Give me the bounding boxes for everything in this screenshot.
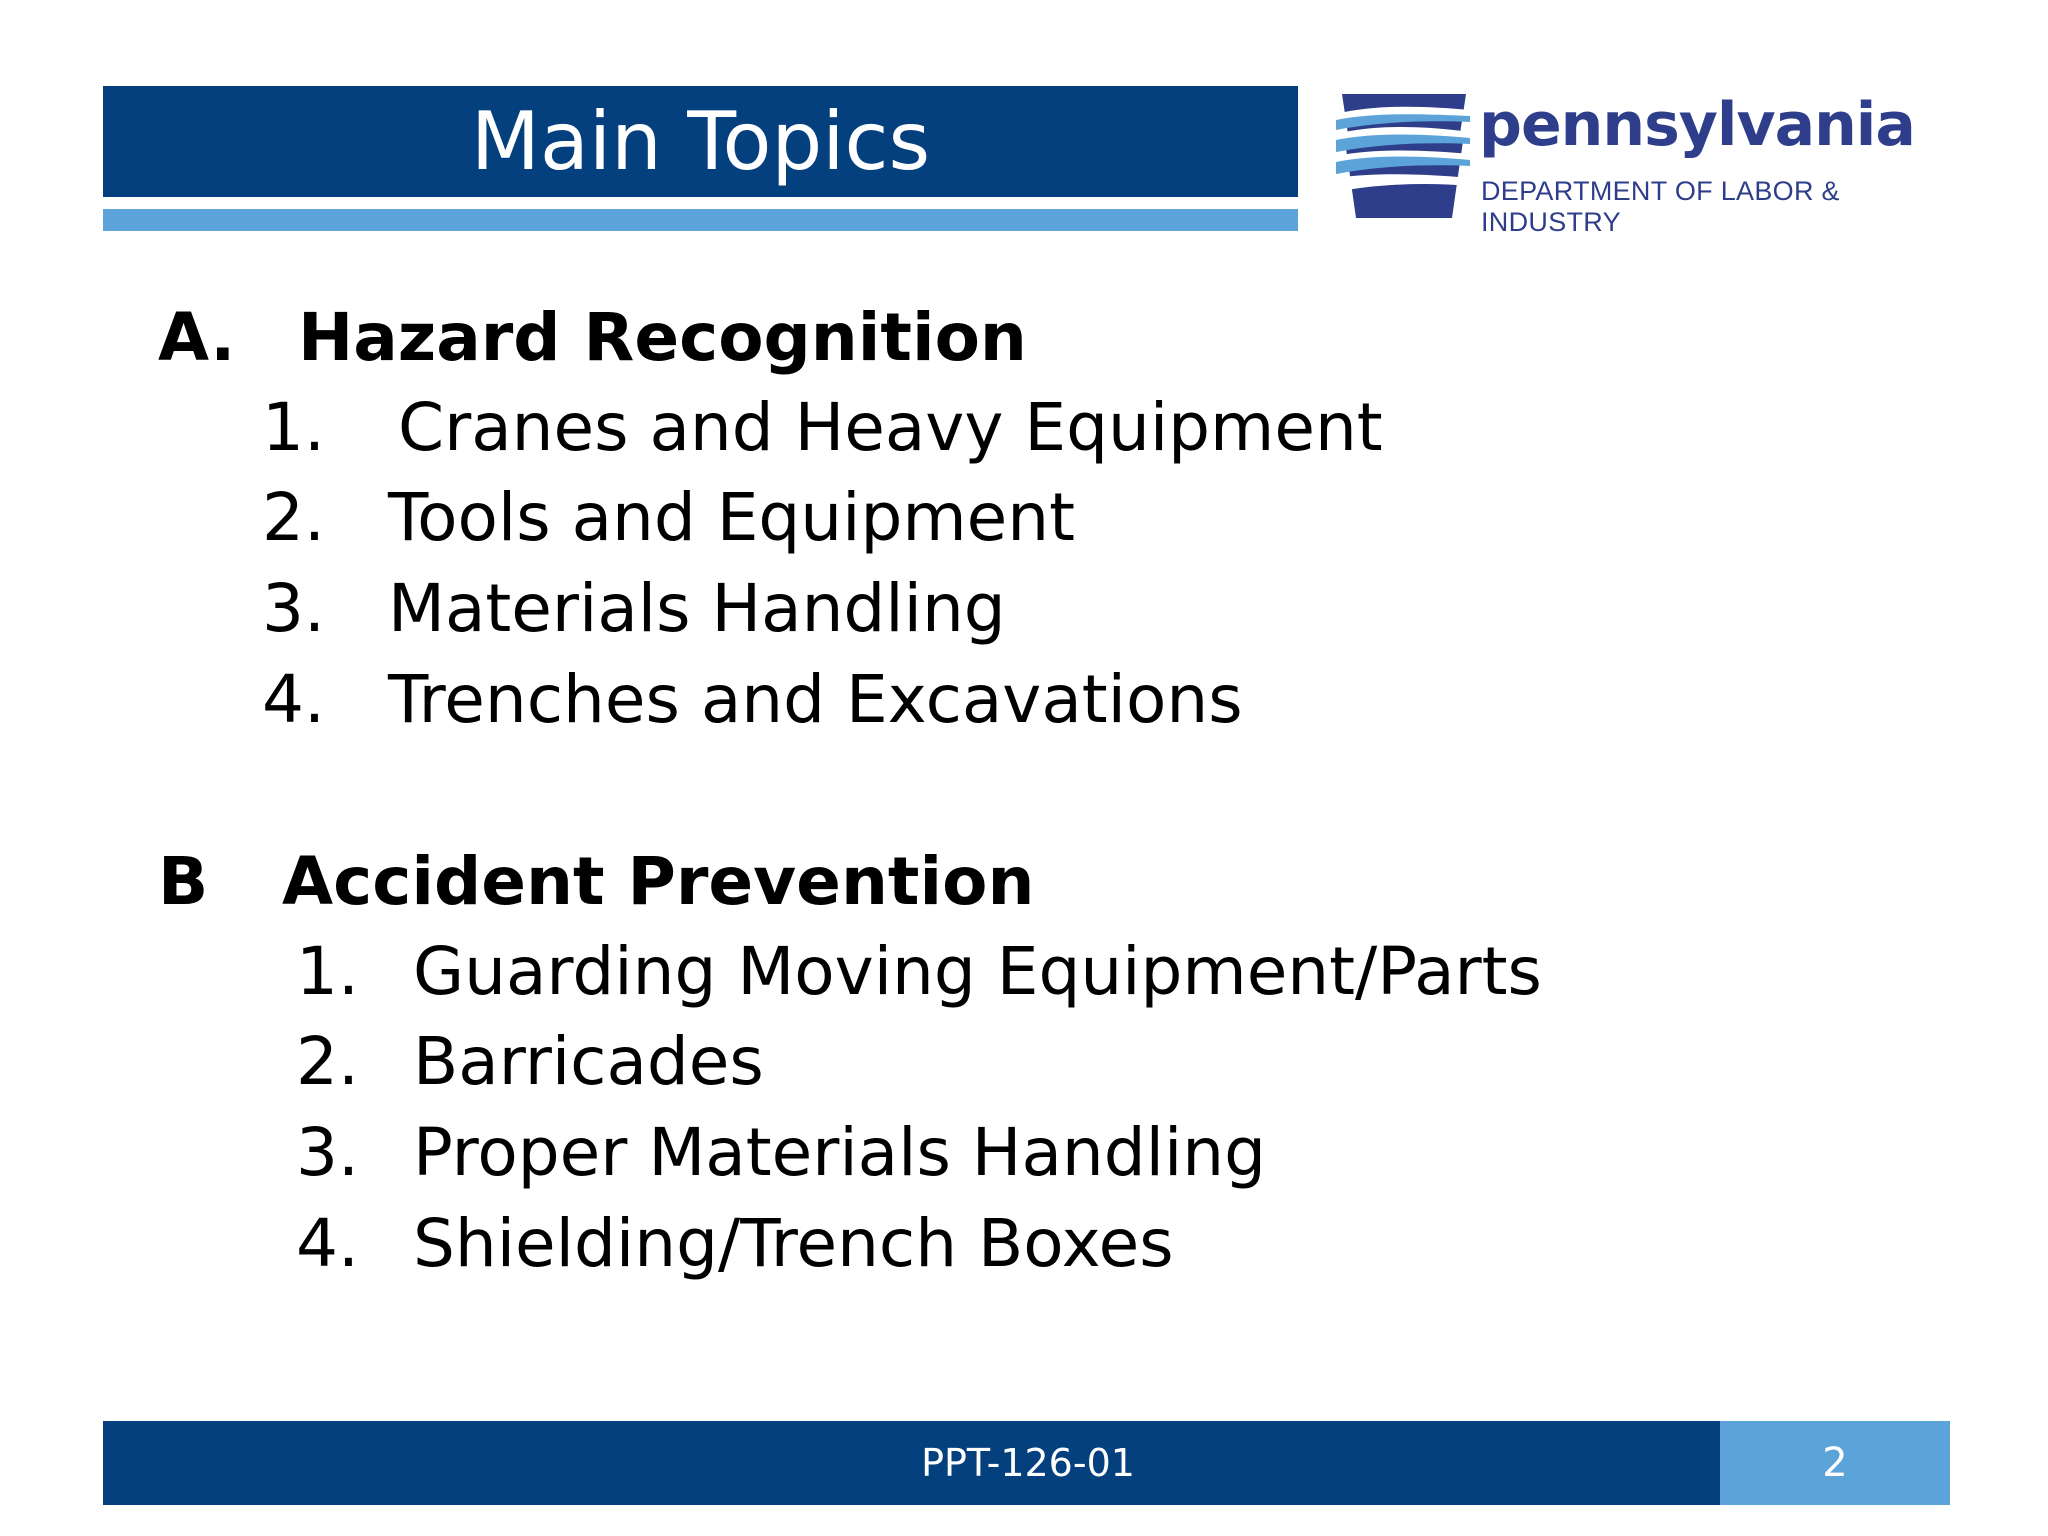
item-text: Guarding Moving Equipment/Parts bbox=[413, 933, 1542, 1010]
list-item bbox=[296, 1204, 1174, 1284]
section-title: Hazard Recognition bbox=[298, 299, 1027, 376]
section-a-heading bbox=[158, 298, 1027, 378]
section-letter: B bbox=[158, 843, 209, 920]
item-number: 3. bbox=[262, 570, 325, 647]
item-number: 4. bbox=[262, 661, 325, 738]
item-number: 2. bbox=[262, 479, 325, 556]
list-item bbox=[296, 1113, 1266, 1193]
item-text: Barricades bbox=[413, 1023, 764, 1100]
item-number: 4. bbox=[296, 1205, 359, 1282]
footer-code: PPT-126-01 bbox=[921, 1441, 1135, 1485]
item-text: Shielding/Trench Boxes bbox=[413, 1205, 1174, 1282]
list-item bbox=[262, 478, 1075, 558]
list-item bbox=[262, 569, 1006, 649]
item-text: Tools and Equipment bbox=[388, 479, 1075, 556]
slide-title: Main Topics bbox=[470, 95, 931, 188]
item-text: Materials Handling bbox=[388, 570, 1006, 647]
list-item bbox=[262, 388, 1383, 468]
item-text: Trenches and Excavations bbox=[388, 661, 1243, 738]
list-item bbox=[262, 660, 1243, 740]
item-number: 1. bbox=[262, 389, 325, 466]
page-number: 2 bbox=[1822, 1440, 1848, 1486]
item-number: 1. bbox=[296, 933, 359, 1010]
section-letter: A. bbox=[158, 299, 236, 376]
keystone-icon bbox=[1336, 92, 1471, 222]
pa-labor-logo bbox=[1336, 90, 1976, 237]
section-title: Accident Prevention bbox=[282, 843, 1035, 920]
item-number: 3. bbox=[296, 1114, 359, 1191]
item-number: 2. bbox=[296, 1023, 359, 1100]
section-b-heading bbox=[158, 842, 1034, 922]
logo-department: DEPARTMENT OF LABOR & INDUSTRY bbox=[1481, 176, 1840, 237]
logo-wordmark: pennsylvania bbox=[1479, 90, 1915, 160]
title-accent-stripe bbox=[103, 209, 1298, 231]
item-text: Cranes and Heavy Equipment bbox=[398, 389, 1383, 466]
list-item bbox=[296, 1022, 764, 1102]
list-item bbox=[296, 932, 1542, 1012]
item-text: Proper Materials Handling bbox=[413, 1114, 1267, 1191]
